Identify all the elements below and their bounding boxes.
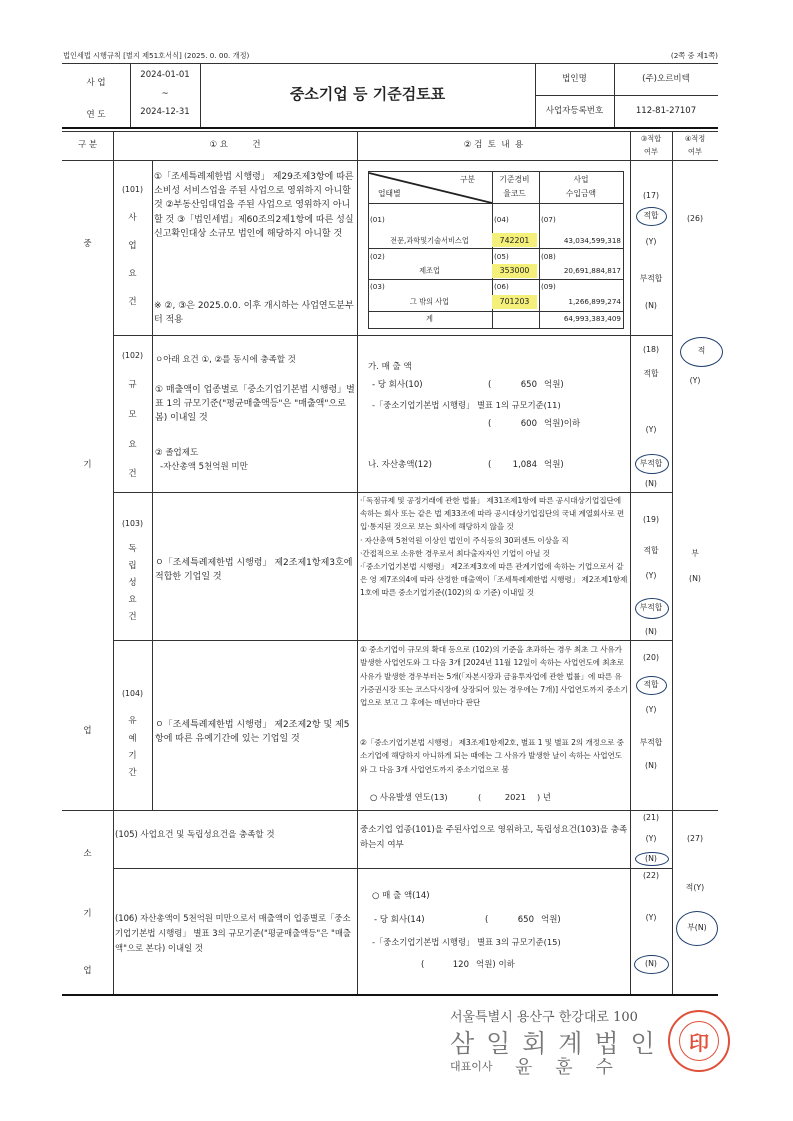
- page-indicator: (2쪽 중 제1쪽): [670, 51, 718, 60]
- row102-proper-yes[interactable]: 적: [697, 346, 706, 355]
- row102-req-1: ① 매출액이 업종별로「중소기업기본법 시행령」별표 1의 규모기준("평균매출액등"은 "매출액"으로 봄) 이내일 것: [155, 385, 355, 424]
- paren: (: [478, 792, 482, 802]
- row103-proper-no[interactable]: 부: [691, 549, 699, 558]
- section-sme-char-1: 중: [83, 239, 92, 249]
- header-fit-1: ③적합: [640, 134, 662, 143]
- row104-fit-no[interactable]: 부적합: [639, 738, 663, 747]
- row103-fit-yes[interactable]: 적합: [643, 546, 659, 555]
- row102-fit-no[interactable]: 부적합: [639, 459, 663, 468]
- row104-year-value: 2021: [504, 792, 526, 802]
- corp-name-label: 법인명: [562, 74, 587, 84]
- paren: (: [485, 915, 489, 925]
- col2-header-1: 기준경비: [499, 175, 530, 184]
- row102-standard-label: -「중소기업기본법 시행령」 별표 1의 규모기준(11): [372, 400, 561, 410]
- paren: (: [488, 380, 492, 390]
- row106-proper-yes[interactable]: 적(Y): [685, 883, 705, 892]
- row101-code: (101): [122, 185, 143, 194]
- row104-label-1: 유: [128, 716, 137, 726]
- row104-review-2: ②「중소기업기본법 시행령」 제3조제1항제2호, 별표 1 및 별표 2의 개정으로 중소기업에 해당하지 아니하게 되는 때에는 그 사유가 발생한 날이 속하는 사업연도와 그 다음 3개 사업연도까지 중소기업으로 봄: [360, 738, 624, 774]
- row102-company-label: - 당 회사(10): [372, 380, 423, 390]
- cell-amount: 1,266,899,274: [568, 297, 621, 306]
- col3-header-2: 수입금액: [565, 189, 597, 198]
- row104-label-4: 간: [128, 768, 137, 778]
- row103-fit-yes-code: (Y): [645, 571, 657, 580]
- row102-fit-yes-code: (Y): [645, 425, 657, 434]
- row103-fit-no-code: (N): [645, 627, 657, 636]
- col3-header-1: 사업: [573, 175, 589, 184]
- cell-code: (01): [370, 215, 385, 224]
- row102-ga-title: 가. 매 출 액: [368, 362, 412, 372]
- row102-req-2-title: ② 졸업제도: [155, 448, 199, 458]
- row104-requirement: ㅇ「조세특례제한법 시행령」 제2조제2항 및 제5항에 따른 유예기간에 있는 기업일 것: [155, 720, 350, 745]
- row106-standard-label: -「중소기업기본법 시행령」 별표 3의 규모기준(15): [372, 937, 561, 947]
- row103-code: (103): [122, 519, 143, 528]
- row103-label-1: 독: [128, 544, 137, 554]
- row103-label-3: 성: [128, 578, 137, 588]
- cell-amount: 43,034,599,318: [563, 236, 621, 245]
- row103-label-5: 건: [128, 612, 137, 622]
- cell-code: (03): [370, 282, 385, 291]
- row106-company-label: - 당 회사(14): [374, 915, 425, 925]
- total-label: 계: [426, 314, 433, 323]
- cell-rate-code: 742201: [499, 236, 530, 245]
- double-rule-top: [62, 127, 718, 129]
- seal-rep-name: 윤 훈 수: [515, 1057, 613, 1078]
- row101-label-3: 요: [128, 269, 137, 279]
- row104-label-3: 기: [128, 751, 137, 761]
- cell-industry: 그 밖의 사업: [409, 297, 450, 306]
- row102-req-2-detail: -자산총액 5천억원 미만: [160, 462, 248, 472]
- row102-asset-value: 1,084: [512, 460, 537, 470]
- row103-label-2: 립: [128, 561, 137, 571]
- row106-proper-no[interactable]: 부(N): [687, 923, 707, 932]
- row102-label-3: 요: [128, 440, 137, 450]
- row101-note: ※ ②, ③은 2025.0.0. 이후 개시하는 사업연도분부터 적용: [154, 301, 354, 326]
- header-proper-1: ④적정: [684, 134, 706, 143]
- row104-year-label: ○ 사유발생 연도(13): [370, 792, 448, 802]
- biz-no: 112-81-27107: [635, 106, 697, 116]
- row105-fit-no-code[interactable]: (N): [645, 854, 657, 863]
- unit: 억원): [544, 460, 564, 470]
- row106-fit-yes-code[interactable]: (Y): [645, 913, 657, 922]
- cell-code: (02): [370, 252, 385, 261]
- row105-fit-yes-code[interactable]: (Y): [645, 834, 657, 843]
- header-fit-2: 여부: [644, 147, 658, 156]
- row101-label-2: 업: [128, 241, 137, 251]
- row106-fit-no-code[interactable]: (N): [645, 959, 657, 968]
- row101-requirement: ①「조세특례제한법 시행령」 제29조제3항에 따른 소비성 서비스업을 주된 사업으로 영위하지 아니할 것 ②부동산임대업을 주된 사업으로 영위하지 아니할 것 ③「법인세법」제60조의2제1항에 따른 성실신고확인대상 소규모 법인에 해당하지 아니할 것: [154, 172, 354, 239]
- stamp-seal-icon: 印: [689, 1030, 709, 1055]
- row106-requirement: (106) 자산총액이 5천억원 미만으로서 매출액이 업종별로「중소기업기본법 시행령」 별표 3의 규모기준("평균매출액등"은 "매출액"으로 본다) 이내일 것: [115, 913, 352, 953]
- corp-name: (주)오르비텍: [642, 74, 690, 84]
- unit: 억원) 이하: [476, 960, 515, 970]
- section-sme-char-2: 기: [83, 460, 92, 470]
- period-tilde: ~: [161, 89, 169, 99]
- row103-review: ·「독점규제 및 공정거래에 관한 법률」 제31조제1항에 따른 공시대상기업집단에 속하는 회사 또는 같은 법 제33조에 따라 공시대상기업집단의 국내 계열회사로 편입·통지된 것으로 보는 회사에 해당하지 않을 것 · 자산총액 5천억원 이상인 법인이 주식등의 30퍼센트 이상을 직 ·간접적으로 소유한 경우로서 최다출자자인 기업이 아닐 것 ·「중소기업기본법 시행령」 제2조제3호에 따른 관계기업에 속하는 기업으로서 같은 영 제7조의4에 따라 산정한 매출액이「조세특례제한법 시행령」 제2조제1항제1호에 따른 중소기업기준((102)의 ① 기준) 이내일 것: [360, 496, 628, 598]
- cell-industry: 제조업: [419, 266, 440, 275]
- period-label-1: 사 업: [86, 78, 106, 88]
- cell-code: (08): [541, 252, 556, 261]
- row102-fit-yes[interactable]: 적합: [643, 369, 659, 378]
- double-rule-bottom: [62, 131, 718, 132]
- seal-firm: 삼 일 회 계 법 인: [450, 1029, 657, 1058]
- row101-fit-code: (17): [642, 191, 659, 200]
- cell-amount: 20,691,884,817: [563, 266, 621, 275]
- cell-industry: 전문,과학및기술서비스업: [390, 236, 469, 245]
- row103-label-4: 요: [128, 595, 137, 605]
- unit: 억원): [541, 915, 561, 925]
- row102-label-2: 모: [128, 410, 137, 420]
- seal-rep-title: 대표이사: [450, 1060, 493, 1073]
- row105-proper-code: (27): [686, 834, 703, 843]
- section-small-char-3: 업: [83, 966, 92, 976]
- row105-fit-code: (21): [642, 813, 659, 822]
- header-requirement: ① 요 건: [209, 140, 261, 150]
- cell-code: (05): [494, 252, 509, 261]
- row103-requirement: ㅇ「조세특례제한법 시행령」 제2조제1항제3호에 적합한 기업일 것: [155, 558, 353, 583]
- cell-code: (07): [541, 215, 556, 224]
- paren: (: [488, 460, 492, 470]
- row104-code: (104): [122, 689, 143, 698]
- col2-header-2: 율코드: [503, 189, 526, 198]
- row105-review: 중소기업 업종(101)을 주된사업으로 영위하고, 독립성요건(103)을 충족하는지 여부: [360, 825, 628, 850]
- company-stamp: [668, 1010, 730, 1072]
- row102-label-1: 규: [128, 380, 137, 390]
- row103-fit-no[interactable]: 부적합: [639, 603, 663, 612]
- row102-code: (102): [122, 351, 143, 360]
- row101-label-4: 건: [128, 297, 137, 307]
- row102-fit-no-code: (N): [645, 479, 657, 488]
- row106-standard-value: 120: [452, 960, 469, 970]
- row104-fit-code: (20): [642, 653, 659, 662]
- seal-address: 서울특별시 용산구 한강대로 100: [450, 1010, 638, 1025]
- diag-top-label: 구분: [460, 175, 476, 184]
- section-small-char-1: 소: [83, 849, 92, 859]
- row102-label-4: 건: [128, 469, 137, 479]
- header-category: 구 분: [77, 140, 98, 150]
- row104-label-2: 예: [128, 734, 137, 744]
- row106-fit-code: (22): [642, 871, 659, 880]
- period-start: 2024-01-01: [140, 70, 190, 80]
- row105-requirement: (105) 사업요건 및 독립성요건을 충족할 것: [115, 830, 275, 840]
- row106-company-value: 650: [517, 915, 534, 925]
- row101-fit-yes-code: (Y): [645, 237, 657, 246]
- page-title: 중소기업 등 기준검토표: [289, 85, 446, 103]
- cell-code: (09): [541, 282, 556, 291]
- row104-fit-no-code: (N): [645, 761, 657, 770]
- section-sme-char-3: 업: [83, 726, 92, 736]
- row101-proper-code: (26): [686, 214, 703, 223]
- total-amount: 64,993,383,409: [563, 314, 621, 323]
- row102-company-value: 650: [520, 380, 537, 390]
- biz-no-label: 사업자등록번호: [545, 106, 604, 116]
- unit: ) 년: [537, 792, 551, 802]
- row102-standard-value: 600: [520, 419, 537, 429]
- row102-na-title: 나. 자산총액(12): [368, 460, 432, 470]
- section-small-char-2: 기: [83, 909, 92, 919]
- header-review: ② 검 토 내 용: [463, 140, 524, 150]
- row101-fit-no-code: (N): [645, 301, 657, 310]
- unit: 억원): [544, 380, 564, 390]
- paren: (: [488, 419, 492, 429]
- row106-review-title: ○ 매 출 액(14): [372, 891, 430, 901]
- unit: 억원)이하: [544, 419, 581, 429]
- cell-code: (04): [494, 215, 509, 224]
- row102-req-intro: ㅇ아래 요건 ①, ②를 동시에 충족할 것: [155, 355, 296, 365]
- row102-proper-yes-code: (Y): [689, 376, 701, 385]
- row103-fit-code: (19): [642, 515, 659, 524]
- row101-label-1: 사: [128, 213, 137, 223]
- row104-fit-yes[interactable]: 적합: [643, 680, 659, 689]
- period-end: 2024-12-31: [140, 107, 190, 117]
- row102-fit-code: (18): [642, 345, 659, 354]
- form-reference: 법인세법 시행규칙 [별지 제51호서식] (2025. 0. 00. 개정): [63, 51, 250, 60]
- diag-bottom-label: 업태별: [378, 189, 401, 198]
- paren: (: [421, 960, 425, 970]
- row104-fit-yes-code: (Y): [645, 705, 657, 714]
- header-proper-2: 여부: [688, 147, 702, 156]
- cell-rate-code: 353000: [499, 266, 530, 275]
- period-label-2: 연 도: [86, 110, 106, 120]
- cell-code: (06): [494, 282, 509, 291]
- row103-proper-no-code: (N): [689, 574, 701, 583]
- row104-review-1: ① 중소기업이 규모의 확대 등으로 (102)의 기준을 초과하는 경우 최초 그 사유가 발생한 사업연도와 그 다음 3개 [2024년 11월 12일이 속하는 사업연도에 최초로 사유가 발생한 경우부터는 5개(「자본시장과 금융투자업에 관한 법률」에 따른 유가증권시장 또는 코스닥시장에 상장되어 있는 경우에는 7개)] 사업연도까지 중소기업으로 보고 그 후에는 매년마다 판단: [360, 645, 628, 708]
- cell-rate-code: 701203: [499, 297, 530, 306]
- row101-fit-no[interactable]: 부적합: [639, 274, 663, 283]
- row101-fit-yes[interactable]: 적합: [643, 211, 659, 220]
